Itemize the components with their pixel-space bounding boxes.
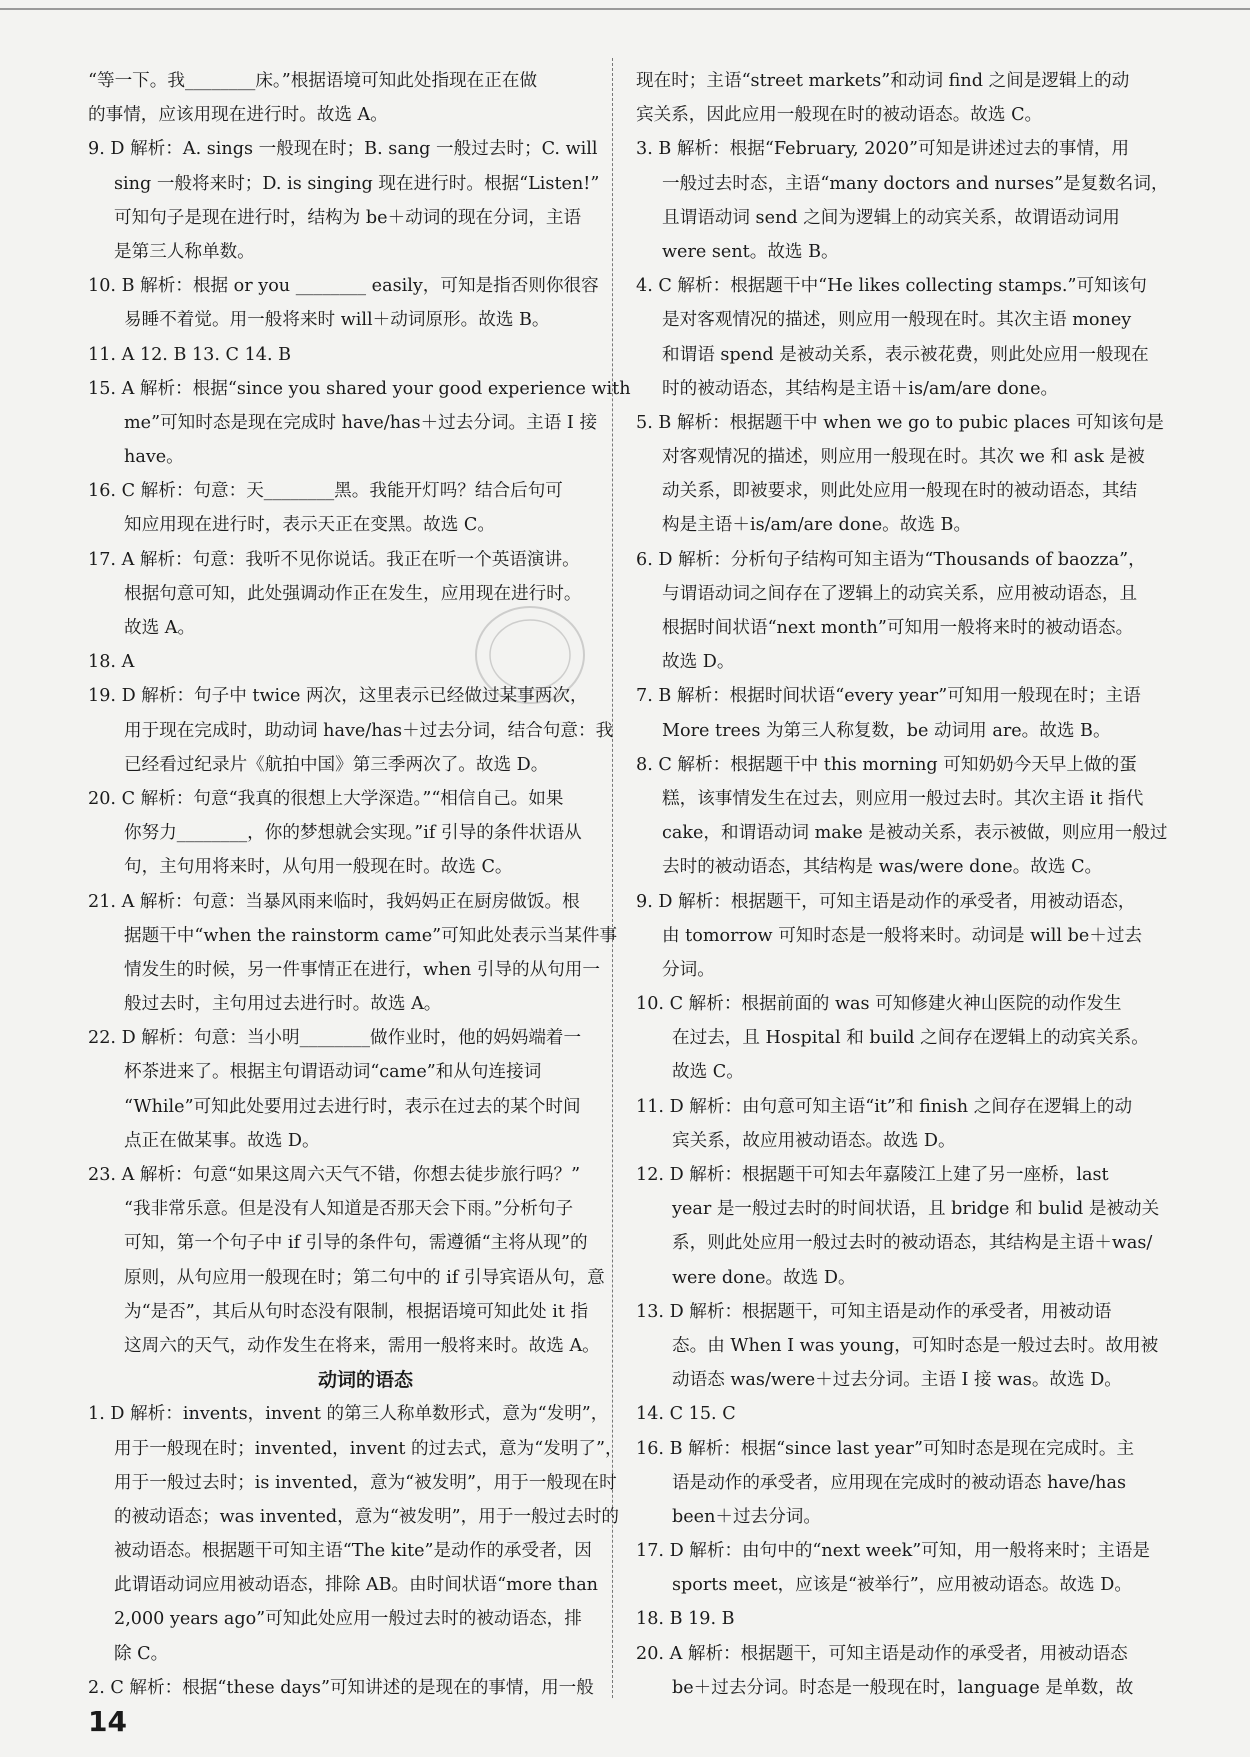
answer-line: 20. A 解析：根据题干，可知主语是动作的承受者，用被动语态 — [636, 1643, 1128, 1664]
answer-line: 的被动语态；was invented，意为“被发明”，用于一般过去时的 — [114, 1506, 620, 1527]
answer-line: 态。由 When I was young，可知时态是一般过去时。故用被 — [672, 1335, 1159, 1356]
answer-line: 17. A 解析：句意：我听不见你说话。我正在听一个英语演讲。 — [88, 549, 580, 570]
answer-line: 16. B 解析：根据“since last year”可知时态是现在完成时。主 — [636, 1438, 1135, 1459]
answer-line: 的事情，应该用现在进行时。故选 A。 — [88, 105, 388, 126]
answer-line: 13. D 解析：根据题干，可知主语是动作的承受者，用被动语 — [636, 1301, 1112, 1322]
answer-line: 12. D 解析：根据题干可知去年嘉陵江上建了另一座桥，last — [636, 1165, 1109, 1185]
answer-line: 动关系，即被要求，则此处应用一般现在时的被动语态，其结 — [662, 481, 1138, 502]
answer-line: 5. B 解析：根据题干中 when we go to pubic places 可知该句是 — [636, 412, 1164, 433]
answer-line: 这周六的天气，动作发生在将来，需用一般将来时。故选 A。 — [124, 1335, 600, 1356]
answer-line: cake，和谓语动词 make 是被动关系，表示被做，则应用一般过 — [662, 823, 1168, 844]
answer-line: 宾关系，因此应用一般现在时的被动语态。故选 C。 — [636, 105, 1043, 126]
answer-line: 是第三人称单数。 — [114, 241, 255, 262]
answer-line: 被动语态。根据题干可知主语“The kite”是动作的承受者，因 — [114, 1541, 592, 1562]
answer-line: 与谓语动词之间存在了逻辑上的动宾关系，应用被动语态，且 — [662, 583, 1138, 604]
answer-line: 语是动作的承受者，应用现在完成时的被动语态 have/has — [672, 1472, 1127, 1493]
answer-line: 2. C 解析：根据“these days”可知讲述的是现在的事情，用一般 — [88, 1677, 594, 1698]
answer-line: 糕，该事情发生在过去，则应用一般过去时。其次主语 it 指代 — [662, 788, 1144, 809]
answer-line: 1. D 解析：invents，invent 的第三人称单数形式，意为“发明”， — [88, 1404, 609, 1425]
answer-line: 用于一般过去时；is invented，意为“被发明”，用于一般现在时 — [114, 1472, 617, 1493]
top-rule — [0, 8, 1250, 10]
section-heading: 动词的语态 — [317, 1369, 413, 1392]
answer-line: 18. B 19. B — [636, 1609, 735, 1630]
answer-line: 11. A 12. B 13. C 14. B — [88, 344, 292, 365]
answer-line: 6. D 解析：分析句子结构可知主语为“Thousands of baozza”， — [636, 549, 1146, 570]
answer-line: 除 C。 — [114, 1643, 169, 1664]
answer-line: 和谓语 spend 是被动关系，表示被花费，则此处应用一般现在 — [662, 344, 1149, 365]
answer-line: 10. C 解析：根据前面的 was 可知修建火神山医院的动作发生 — [636, 994, 1122, 1015]
answer-line: 故选 D。 — [662, 652, 735, 673]
answer-line: 原则，从句应用一般现在时；第二句中的 if 引导宾语从句，意 — [124, 1267, 605, 1288]
answer-line: 现在时；主语“street markets”和动词 find 之间是逻辑上的动 — [636, 71, 1130, 91]
answer-line: 在过去，且 Hospital 和 build 之间存在逻辑上的动宾关系。 — [672, 1028, 1149, 1049]
answer-line: 17. D 解析：由句中的“next week”可知，用一般将来时；主语是 — [636, 1541, 1151, 1562]
answer-line: 已经看过纪录片《航拍中国》第三季两次了。故选 D。 — [124, 754, 549, 775]
answer-line: 知应用现在进行时，表示天正在变黑。故选 C。 — [124, 515, 495, 536]
answer-line: 19. D 解析：句子中 twice 两次，这里表示已经做过某事两次， — [88, 686, 588, 707]
answer-line: 可知，第一个句子中 if 引导的条件句，需遵循“主将从现”的 — [124, 1233, 588, 1254]
answer-line: 22. D 解析：句意：当小明________做作业时，他的妈妈端着一 — [88, 1028, 582, 1049]
answer-line: 宾关系，故应用被动语态。故选 D。 — [672, 1130, 956, 1151]
answer-line: 故选 A。 — [124, 618, 196, 638]
answer-line: sports meet，应该是“被举行”，应用被动语态。故选 D。 — [672, 1575, 1132, 1596]
answer-line: 用于现在完成时，助动词 have/has＋过去分词，结合句意：我 — [124, 720, 614, 741]
page-number: 14 — [88, 1705, 127, 1738]
answer-line: have。 — [124, 447, 184, 468]
answer-line: 21. A 解析：句意：当暴风雨来临时，我妈妈正在厨房做饭。根 — [88, 891, 580, 912]
answer-line: year 是一般过去时的时间状语，且 bridge 和 bulid 是被动关 — [672, 1199, 1160, 1220]
answer-line: 情发生的时候，另一件事情正在进行，when 引导的从句用一 — [124, 959, 600, 980]
answer-line: 由 tomorrow 可知时态是一般将来时。动词是 will be＋过去 — [662, 925, 1143, 946]
answer-line: 10. B 解析：根据 or you ________ easily，可知是指否则你很容 — [88, 276, 599, 297]
answer-line: 23. A 解析：句意“如果这周六天气不错，你想去徒步旅行吗？” — [88, 1165, 581, 1185]
answer-line: 11. D 解析：由句意可知主语“it”和 finish 之间存在逻辑上的动 — [636, 1096, 1133, 1117]
answer-line: 去时的被动语态，其结构是 was/were done。故选 C。 — [662, 857, 1103, 878]
answer-line: sing 一般将来时；D. is singing 现在进行时。根据“Listen!” — [114, 173, 600, 194]
answer-line: “等一下。我________床。”根据语境可知此处指现在正在做 — [88, 71, 538, 91]
answer-line: 点正在做某事。故选 D。 — [124, 1130, 320, 1151]
answer-line: 此谓语动词应用被动语态，排除 AB。由时间状语“more than — [114, 1575, 599, 1596]
answer-line: 时的被动语态，其结构是主语＋is/am/are done。 — [662, 378, 1059, 399]
answer-line: 杯茶进来了。根据主句谓语动词“came”和从句连接词 — [124, 1062, 542, 1083]
answer-line: been＋过去分词。 — [672, 1506, 821, 1527]
answer-line: 3. B 解析：根据“February, 2020”可知是讲述过去的事情，用 — [636, 139, 1130, 160]
answer-line: 据题干中“when the rainstorm came”可知此处表示当某件事 — [124, 925, 618, 946]
right-column — [636, 64, 1191, 1705]
answer-line: were sent。故选 B。 — [662, 241, 839, 262]
left-column — [88, 64, 643, 1705]
answer-line: 9. D 解析：A. sings 一般现在时；B. sang 一般过去时；C. will — [88, 139, 598, 160]
answer-line: 句，主句用将来时，从句用一般现在时。故选 C。 — [124, 857, 513, 878]
answer-line: 构是主语＋is/am/are done。故选 B。 — [662, 515, 972, 536]
answer-line: 可知句子是现在进行时，结构为 be＋动词的现在分词，主语 — [114, 207, 582, 228]
answer-line: 18. A — [88, 652, 135, 673]
answer-line: 9. D 解析：根据题干，可知主语是动作的承受者，用被动语态， — [636, 891, 1136, 912]
answer-line: 般过去时，主句用过去进行时。故选 A。 — [124, 994, 442, 1015]
answer-line: were done。故选 D。 — [672, 1267, 856, 1288]
answer-line: 4. C 解析：根据题干中“He likes collecting stamps.”可知该句 — [636, 276, 1147, 297]
answer-line: 且谓语动词 send 之间为逻辑上的动宾关系，故谓语动词用 — [662, 207, 1120, 228]
answer-line: 是对客观情况的描述，则应用一般现在时。其次主语 money — [662, 310, 1132, 331]
answer-line: 为“是否”，其后从句时态没有限制，根据语境可知此处 it 指 — [124, 1301, 589, 1322]
answer-line: 16. C 解析：句意：天________黑。我能开灯吗？结合后句可 — [88, 481, 563, 502]
answer-line: 8. C 解析：根据题干中 this morning 可知奶奶今天早上做的蛋 — [636, 754, 1137, 775]
answer-line: be＋过去分词。时态是一般现在时，language 是单数，故 — [672, 1677, 1134, 1698]
answer-line: 对客观情况的描述，则应用一般现在时。其次 we 和 ask 是被 — [662, 447, 1145, 468]
answer-line: 故选 C。 — [672, 1062, 744, 1083]
answer-line: “我非常乐意。但是没有人知道是否那天会下雨。”分析句子 — [124, 1199, 574, 1220]
answer-line: 2,000 years ago”可知此处应用一般过去时的被动语态，排 — [114, 1609, 582, 1630]
answer-line: 根据时间状语“next month”可知用一般将来时的被动语态。 — [662, 618, 1134, 638]
answer-line: me”可知时态是现在完成时 have/has＋过去分词。主语 I 接 — [124, 412, 598, 433]
answer-line: 用于一般现在时；invented，invent 的过去式，意为“发明了”， — [114, 1438, 623, 1459]
answer-line: 分词。 — [662, 959, 715, 980]
answer-line: 7. B 解析：根据时间状语“every year”可知用一般现在时；主语 — [636, 686, 1141, 707]
answer-line: 根据句意可知，此处强调动作正在发生，应用现在进行时。 — [124, 583, 582, 604]
answer-line: 易睡不着觉。用一般将来时 will＋动词原形。故选 B。 — [124, 310, 550, 331]
answer-line: 20. C 解析：句意“我真的很想上大学深造。”“相信自己。如果 — [88, 788, 564, 809]
answer-line: 系，则此处应用一般过去时的被动语态，其结构是主语＋was/ — [672, 1233, 1153, 1254]
answer-line: More trees 为第三人称复数，be 动词用 are。故选 B。 — [662, 720, 1111, 741]
answer-line: “While”可知此处要用过去进行时，表示在过去的某个时间 — [124, 1096, 581, 1117]
answer-line: 你努力________，你的梦想就会实现。”if 引导的条件状语从 — [124, 823, 582, 844]
answer-line: 15. A 解析：根据“since you shared your good experience with — [88, 378, 631, 399]
answer-line: 动语态 was/were＋过去分词。主语 I 接 was。故选 D。 — [672, 1370, 1122, 1391]
answer-line: 14. C 15. C — [636, 1404, 736, 1425]
answer-line: 一般过去时态，主语“many doctors and nurses”是复数名词， — [662, 173, 1169, 194]
